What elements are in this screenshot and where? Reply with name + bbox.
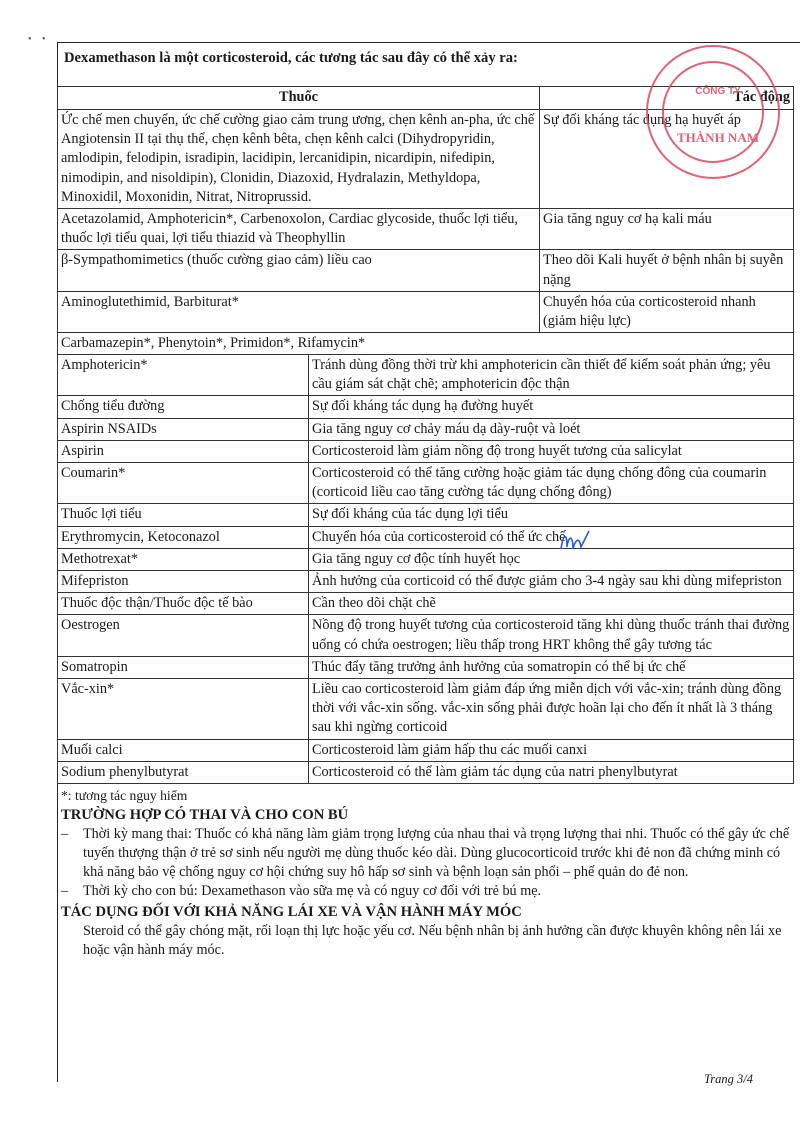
pregnancy-text-2: Thời kỳ cho con bú: Dexamethason vào sữa mẹ và có nguy cơ đối với trẻ bú mẹ. [83,883,542,899]
table-row [58,291,794,332]
drug-cell: Sodium phenylbutyrat [58,761,309,783]
drug-cell: Chống tiểu đường [58,396,309,418]
drug-cell: Vắc-xin* [58,679,309,740]
effect-cell: Chuyển hóa của corticosteroid nhanh (giảm hiệu lực) [540,291,794,332]
drug-cell: Ức chế men chuyển, ức chế cường giao cảm trung ương, chẹn kênh an-pha, ức chế Angiotensin II tại thụ thể, chẹn kênh bêta, chẹn kênh calci (Dihydropyridin, amlodipin, felodipin, isradipin, lacidipin, lercanidipin, nicardipin, nifedipin, nimodipin, and nisoldipin), Clonidin, Diazoxid, Hydralazin, Methyldopa, Minoxidil, Moxonidin, Nitrat, Nitroprussid. [58,110,540,209]
table-row [58,761,794,783]
document-page [57,42,800,1082]
drug-cell: Methotrexat* [58,548,309,570]
drug-cell: Muối calci [58,739,309,761]
stamp-text-top: CÔNG TY [695,86,741,97]
drug-cell: Aminoglutethimid, Barbiturat* [58,291,540,332]
handwritten-mark-icon [555,527,595,555]
table-row [58,396,794,418]
bullet-dash: – [61,883,69,899]
page-number: Trang 3/4 [704,1072,753,1086]
table-row [58,463,794,504]
drug-cell: β-Sympathomimetics (thuốc cường giao cảm) liều cao [58,250,540,291]
after-table-section [61,787,791,960]
table-row [58,656,794,678]
effect-cell: Sự đối kháng tác dụng hạ huyết áp [540,110,794,209]
table-row [58,504,794,526]
table-part-2-wrapper [57,355,794,784]
corner-dots: • • [28,34,50,45]
drug-cell: Aspirin NSAIDs [58,418,309,440]
effect-cell: Nồng độ trong huyết tương của corticosteroid tăng khi dùng thuốc tránh thai đường uống có chứa oestrogen; liều thấp trong HRT không thể gây tương tác [309,615,794,656]
effect-cell: Thúc đẩy tăng trưởng ảnh hưởng của somatropin có thể bị ức chế [309,656,794,678]
drug-cell: Acetazolamid, Amphotericin*, Carbenoxolon, Cardiac glycoside, thuốc lợi tiểu, thuốc lợi tiểu quai, lợi tiểu thiazid và Theophyllin [58,209,540,250]
effect-cell: Corticosteroid có thể làm giảm tác dụng của natri phenylbutyrat [309,761,794,783]
pregnancy-bullet-1 [61,825,791,882]
table-row [58,440,794,462]
stamp-text-bottom: THÀNH NAM [677,130,759,145]
effect-cell: Corticosteroid làm giảm nồng độ trong huyết tương của salicylat [309,440,794,462]
pregnancy-text-1: Thời kỳ mang thai: Thuốc có khả năng làm giảm trọng lượng của nhau thai và trọng lượng thai nhi. Thuốc có thể gây ức chế tuyến thượng thận ở trẻ sơ sinh nếu người mẹ dùng thuốc kéo dài. Dùng glucocorticoid trước khi đẻ non đã chứng minh có khả năng bảo vệ chống nguy cơ hội chứng suy hô hấp sơ sinh và bệnh loạn sản phổi – phế quản do đẻ non. [83,826,790,880]
effect-cell: Chuyển hóa của corticosteroid có thể ức chế [309,526,794,548]
table-row [58,355,794,396]
effect-cell: Corticosteroid làm giảm hấp thu các muối canxi [309,739,794,761]
header-drug: Thuốc [58,87,540,110]
drug-cell: Thuốc lợi tiểu [58,504,309,526]
intro-title: Dexamethason là một corticosteroid, các tương tác sau đây có thể xảy ra: [64,50,518,66]
drug-cell: Thuốc độc thận/Thuốc độc tế bào [58,593,309,615]
table-row [58,209,794,250]
table-row-full [58,333,794,355]
interaction-table-part-2 [57,354,794,784]
table-row [58,571,794,593]
bullet-dash: – [61,826,69,842]
table-row [58,418,794,440]
drug-cell: Aspirin [58,440,309,462]
effect-cell: Corticosteroid có thể tăng cường hoặc giảm tác dụng chống đông của coumarin (corticoid liều cao tăng cường tác dụng chống đông) [309,463,794,504]
table-row [58,526,794,548]
effect-cell: Gia tăng nguy cơ hạ kali máu [540,209,794,250]
drug-group-cell: Carbamazepin*, Phenytoin*, Primidon*, Rifamycin* [58,333,794,355]
effect-cell: Ảnh hưởng của corticoid có thể được giảm cho 3-4 ngày sau khi dùng mifepriston [309,571,794,593]
table-row [58,739,794,761]
table-row [58,250,794,291]
drug-cell: Coumarin* [58,463,309,504]
effect-cell: Sự đối kháng của tác dụng lợi tiểu [309,504,794,526]
effect-cell: Gia tăng nguy cơ chảy máu dạ dày-ruột và loét [309,418,794,440]
table-row [58,679,794,740]
table-row [58,548,794,570]
effect-cell: Gia tăng nguy cơ độc tính huyết học [309,548,794,570]
effect-cell: Theo dõi Kali huyết ở bệnh nhân bị suyễn nặng [540,250,794,291]
drug-cell: Oestrogen [58,615,309,656]
pregnancy-bullet-2 [61,882,791,901]
driving-text: Steroid có thể gây chóng mặt, rối loạn thị lực hoặc yếu cơ. Nếu bệnh nhân bị ảnh hưởng cần được khuyên không nên lái xe hoặc vận hành máy móc. [83,923,782,958]
pregnancy-title: TRƯỜNG HỢP CÓ THAI VÀ CHO CON BÚ [61,807,349,823]
effect-cell: Sự đối kháng tác dụng hạ đường huyết [309,396,794,418]
drug-cell: Mifepriston [58,571,309,593]
drug-cell: Erythromycin, Ketoconazol [58,526,309,548]
footnote: *: tương tác nguy hiểm [61,788,188,803]
header-effect: Tác động [540,87,794,110]
driving-title: TÁC DỤNG ĐỐI VỚI KHẢ NĂNG LÁI XE VÀ VẬN HÀNH MÁY MÓC [61,904,522,920]
effect-cell: Liều cao corticosteroid làm giảm đáp ứng miễn dịch với vắc-xin; tránh dùng đồng thời với vắc-xin sống. vắc-xin sống phải được hoãn lại cho đến ít nhất là 3 tháng sau khi ngừng corticoid [309,679,794,740]
table-row [58,593,794,615]
company-stamp-icon [618,42,788,192]
table-row [58,615,794,656]
drug-cell: Somatropin [58,656,309,678]
effect-cell: Cần theo dõi chặt chẽ [309,593,794,615]
effect-cell: Tránh dùng đồng thời trừ khi amphotericin cần thiết để kiểm soát phản ứng; yêu cầu giám sát chặt chẽ; amphotericin độc thận [309,355,794,396]
drug-cell: Amphotericin* [58,355,309,396]
